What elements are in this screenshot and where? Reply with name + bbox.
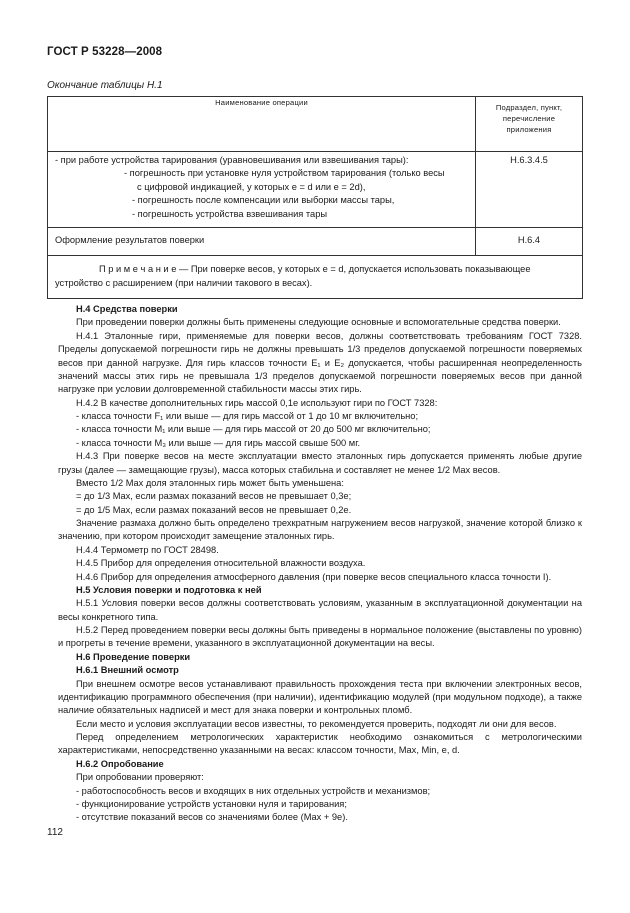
paragraph: Н.5.1 Условия поверки весов должны соответствовать условиям, указанным в эксплуатационной документации на весы конкретного типа. (58, 598, 582, 622)
list-item: - отсутствие показаний весов со значениями более (Max + 9e). (76, 812, 348, 823)
document-header: ГОСТ Р 53228—2008 (47, 46, 163, 58)
paragraph: Н.4.5 Прибор для определения относительной влажности воздуха. (76, 558, 366, 569)
paragraph: Н.4.4 Термометр по ГОСТ 28498. (76, 544, 219, 555)
operation-line: - погрешность при установке нуля устройством тарирования (только весы (124, 168, 445, 179)
column-header-reference-line: Подраздел, пункт, (495, 103, 563, 112)
paragraph: Вместо 1/2 Max доля эталонных гирь может быть уменьшена: (76, 477, 344, 488)
operation-name-cell: Оформление результатов поверки (48, 227, 476, 255)
paragraph: Н.5.2 Перед проведением поверки весы должны быть приведены в нормальное положение (выставлены по уровню) и прогреты в течение времени, указанного в эксплуатационной документации на весы. (58, 625, 582, 649)
paragraph: Значение размаха должно быть определено трехкратным нагружением весов нагрузкой, значение которой близко к значению, при котором происходит замещение эталонных гирь. (58, 518, 582, 542)
note-line: П р и м е ч а н и е — При поверке весов, у которых e = d, допускается использовать показывающее (99, 264, 531, 275)
paragraph: При внешнем осмотре весов устанавливают правильность прохождения теста при включении электронных весов, идентификацию программного обеспечения (при наличии), идентификацию модулей (при модульном подходе), а также наличие обязательных надписей и мест для знака поверки и контрольных пломб. (58, 678, 582, 716)
note-line: устройство с расширением (при наличии такового в весах). (55, 278, 313, 289)
column-header-reference-line: перечисление (502, 114, 556, 123)
paragraph: Н.4.1 Эталонные гири, применяемые для поверки весов, должны соответствовать требованиям ГОСТ 7328. Пределы допускаемой погрешности гирь не должны превышать 1/3 пределов допускаемой погрешности поверяемых весов при данной нагрузке. Для гирь классов точности E₁ и E₂ допускается, чтобы расширенная неопределенность значений массы этих гирь не превышала 1/3 пределов допускаемой погрешности поверяемых весов при данной нагрузке при условии долговременной стабильности массы этих гирь. (58, 330, 582, 395)
reference-cell: Н.6.3.4.5 (476, 152, 583, 228)
list-item: = до 1/3 Max, если размах показаний весов не превышает 0,3e; (76, 491, 352, 502)
operation-name-cell (48, 152, 476, 228)
paragraph: При проведении поверки должны быть применены следующие основные и вспомогательные средства поверки. (76, 317, 561, 328)
list-item: - функционирование устройств установки нуля и тарирования; (76, 798, 347, 809)
table-row (48, 152, 583, 228)
reference-cell: Н.6.4 (476, 227, 583, 255)
operation-line: - погрешность после компенсации или выборки массы тары, (132, 195, 395, 206)
table-caption: Окончание таблицы Н.1 (47, 80, 163, 91)
section-heading: Н.6 Проведение поверки (76, 651, 191, 662)
list-item: - класса точности F₁ или выше — для гирь массой от 1 до 10 мг включительно; (76, 411, 419, 421)
paragraph: При опробовании проверяют: (76, 772, 204, 783)
paragraph: Н.4.2 В качестве дополнительных гирь массой 0,1e используют гири по ГОСТ 7328: (76, 397, 438, 408)
table-header-row (48, 97, 583, 152)
column-header-operation: Наименование операции (48, 97, 476, 152)
table-row (48, 227, 583, 255)
document-body (58, 303, 582, 825)
operation-line: с цифровой индикацией, у которых e = d или e = 2d), (137, 181, 366, 192)
table-note (48, 256, 583, 299)
column-header-reference-line: приложения (506, 125, 552, 134)
column-header-reference (476, 97, 583, 152)
operation-line: - при работе устройства тарирования (уравновешивания или взвешивания тары): (55, 155, 409, 165)
operations-table (47, 96, 583, 299)
paragraph: Н.4.6 Прибор для определения атмосферного давления (при поверке весов специального класса точности I). (76, 571, 552, 582)
section-heading: Н.4 Средства поверки (76, 304, 178, 314)
list-item: = до 1/5 Max, если размах показаний весов не превышает 0,2e. (76, 504, 352, 515)
page-number: 112 (47, 827, 63, 838)
table-note-row (48, 256, 583, 299)
operation-line: - погрешность устройства взвешивания тары (132, 208, 328, 219)
paragraph: Перед определением метрологических характеристик необходимо ознакомиться с метрологическими характеристиками, непосредственно указанными на весах: классом точности, Max, Min, e, d. (58, 732, 582, 756)
paragraph: Н.4.3 При поверке весов на месте эксплуатации вместо эталонных гирь допускается применять любые другие грузы (далее — замещающие грузы), масса которых стабильна и составляет не менее 1/2 Max весов. (58, 451, 582, 475)
list-item: - класса точности M₃ или выше — для гирь массой свыше 500 мг. (76, 437, 361, 448)
paragraph: Если место и условия эксплуатации весов известны, то рекомендуется проверить, подходят ли они для весов. (76, 718, 557, 729)
subsection-heading: Н.6.1 Внешний осмотр (76, 665, 179, 676)
subsection-heading: Н.6.2 Опробование (76, 758, 164, 769)
list-item: - работоспособность весов и входящих в них отдельных устройств и механизмов; (76, 785, 431, 796)
list-item: - класса точности M₁ или выше — для гирь массой от 20 до 500 мг включительно; (76, 424, 431, 435)
section-heading: Н.5 Условия поверки и подготовка к ней (76, 584, 262, 595)
